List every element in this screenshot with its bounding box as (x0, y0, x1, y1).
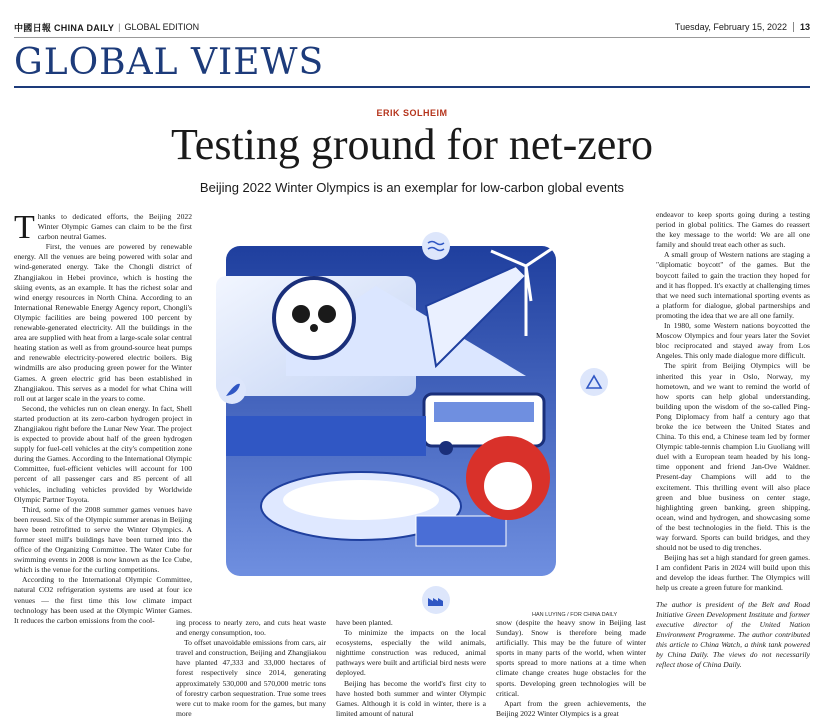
article-paragraph: To offset unavoidable emissions from cars, air travel and construction, Beijing and Zhangjiakou have planted 47,333 and 33,000 hectares of forest respectively since 2014, generating approximately 530,000 and 570,000 metric tons of forestry carbon sequestration. True some trees were cut to make room for the games, but many more (176, 638, 326, 718)
illustration-credit: HAN LUYING / FOR CHINA DAILY (532, 612, 618, 618)
article-column-1 (14, 212, 192, 718)
masthead-brand: 中國日報 CHINA DAILY (14, 22, 115, 33)
article-paragraph: Beijing has become the world's first city to have hosted both summer and winter Olympic Games. Although it is cold in winter, there is a limited amount of natural (336, 678, 486, 718)
subhead: Beijing 2022 Winter Olympics is an exemplar for low-carbon global events (199, 180, 625, 195)
article-paragraph: Thanks to dedicated efforts, the Beijing 2022 Winter Olympic Games can claim to be the first carbon neutral Games. (14, 212, 192, 246)
page-number: 13 (793, 22, 810, 32)
article-paragraph: Second, the vehicles run on clean energy. In fact, Shell started production at its zero-carbon hydrogen project in Zhangjiakou right before the Lunar New Year. The project is expected to provide about half of the green hydrogen supply for fuel-cell vehicles at the city's competition zone during the Games. According to the International Olympic Committee, fuel-efficient vehicles will account for 100 percent of all passenger cars and 85 percent of all vehicles, including vehicles provided by Worldwide Olympic Partner Toyota. (14, 403, 192, 504)
article-paragraph: A small group of Western nations are staging a "diplomatic boycott" of the games. But the boycott failed to gain the traction they hoped for and it has flopped. It's exactly at challenging times that we need such international sporting events as a platform for dialogue, global partnerships and promoting the idea that we are all one family. (656, 250, 810, 320)
article-paragraph: Third, some of the 2008 summer games venues have been reused. Six of the Olympic summer arenas in Beijing have been retrofitted to serve the Winter Olympics. A former steel mill's buildings have been turned into the office of the Organizing Committee. The Water Cube for swimming events in 2008 is now known as the Ice Cube, which is the venue for the curling competitions. (14, 504, 192, 575)
article-paragraph: To minimize the impacts on the local ecosystems, especially the wild animals, nighttime construction was reduced, animal pathways were built and artificial bird nests were deployed. (336, 628, 486, 678)
section-rule (14, 86, 810, 88)
masthead-date: Tuesday, February 15, 2022 (674, 22, 787, 32)
water-icon (422, 232, 450, 260)
article-paragraph: ing process to nearly zero, and cuts heat waste and energy consumption, too. (176, 618, 326, 638)
olympics-illustration (196, 206, 618, 618)
article-paragraph: endeavor to keep sports going during a testing period in global politics. The Games do reassert the key message to the world: We are all one family and should treat each other as such. (656, 210, 810, 250)
masthead-rule (14, 37, 810, 38)
mascot-lantern (466, 436, 550, 520)
section-title: GLOBAL VIEWS (14, 42, 325, 83)
skyline-panel (226, 416, 426, 456)
article-paragraph: snow (despite the heavy snow in Beijing last Sunday). Snow is therefore being made artificially. This may be the future of winter sports in many parts of the world, when winter sports spread to more nations at a time when climate change creates huge obstacles for the sports. Developing green technologies will be critical. (496, 618, 646, 698)
article-paragraph: Beijing has set a high standard for green games. I am confident Paris in 2024 will build upon this and develop the ideas further. The Olympics will help us create a green future for mankind. (656, 553, 810, 593)
author-note: The author is president of the Belt and Road Initiative Green Development Institute and former executive director of the United Nation Environment Programme. The author contributed this article to China Watch, a think tank powered by China Daily. The views do not necessarily reflect those of China Daily. (656, 599, 810, 670)
byline: ERIK SOLHEIM (376, 108, 448, 118)
article-paragraph: First, the venues are powered by renewable energy. All the venues are being powered with solar and wind-generated energy. Take the Chongli district of Zhangjiakou in Hebei province, which is hosting the skiing events, as an example. It has the richest solar and wind energy resources in North China. According to an International Renewable Energy Agency report, Chongli's Olympic facilities are being powered 100 percent by renewable-generated electricity. All the buildings in the area are supplied with heat from a large-scale solar central heating station as well as from ground-source heat pumps and renewable electricity-powered electric boilers. Big windmills are also producing green power for the Winter Games. A green electric grid has been established in Zhangjiakou. This serves as a model for what China will roll out at larger scale in the years to come. (14, 242, 192, 403)
article-column-2 (176, 618, 326, 718)
headline: Testing ground for net-zero (171, 120, 653, 169)
masthead-separator: | (118, 22, 121, 32)
masthead (14, 20, 810, 34)
article-paragraph: Apart from the green achievements, the Beijing 2022 Winter Olympics is a great (496, 698, 646, 718)
recycle-icon (580, 368, 608, 396)
solar-panels (416, 516, 506, 546)
article-paragraph: According to the International Olympic Committee, natural CO2 refrigeration systems are used at four ice venues — the first time this low climate impact technology has been used at the Olympic Winter Games. It reduces the carbon emissions from the cool- (14, 575, 192, 625)
article-column-5 (656, 210, 810, 718)
article-column-4 (496, 618, 646, 718)
mascot-panda (274, 278, 354, 358)
article-paragraph: have been planted. (336, 618, 393, 627)
masthead-edition: GLOBAL EDITION (124, 22, 200, 32)
article-paragraph: In 1980, some Western nations boycotted the Moscow Olympics and four years later the Soviet bloc reciprocated and stayed away from Los Angeles. This only made dialogue more difficult. (656, 321, 810, 361)
article-paragraph: The spirit from Beijing Olympics will be inherited this year in Oslo, Norway, my hometown, and we want to remind the world of how sports can help global understanding, building upon the wisdom of the so-called Ping-Pong Diplomacy from half a century ago that broke the ice between the United States and China. To this end, a Chinese team led by former Olympic table-tennis champion Liu Guoliang will duel with a European team headed by his long-time opponent and friend Jan-Ove Waldner. Present-day Champions will add to the excitement. This thrilling event will also place green and blue business on center stage, highlighting green banking, green shipping, ocean, wind and hydrogen, and showcasing some of the best technologies in the field. This is the way forward. Sports can build bridges, and they should not be used to dig trenches. (656, 361, 810, 553)
article-column-3 (336, 618, 486, 718)
drop-cap: T (14, 212, 35, 246)
